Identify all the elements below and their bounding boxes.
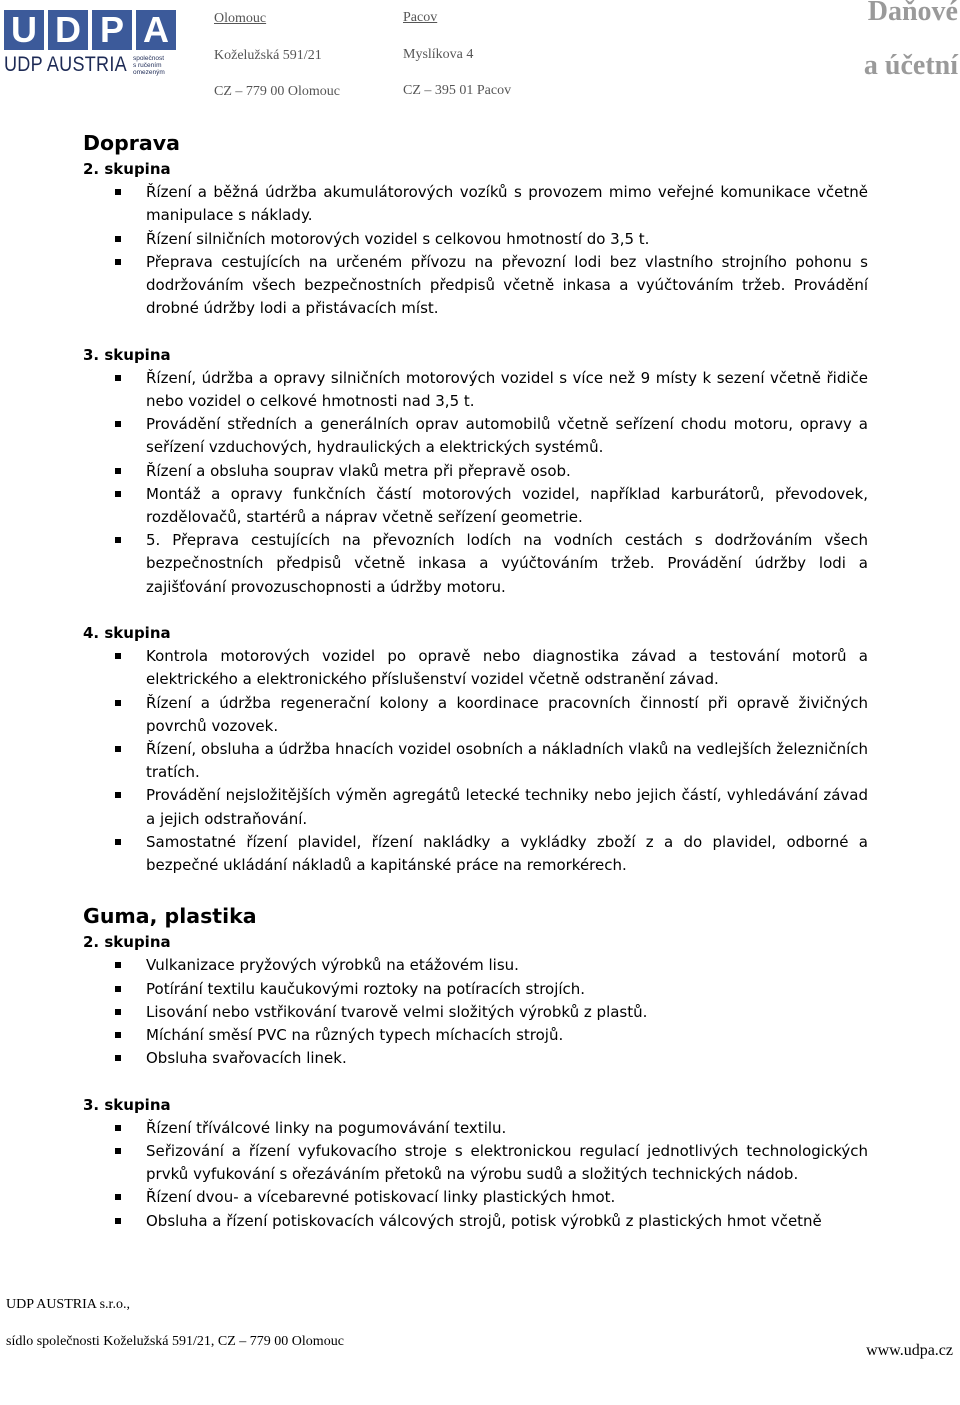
group-doprava-3 bbox=[83, 344, 868, 599]
section-title: Guma, plastika bbox=[83, 904, 257, 929]
document-content bbox=[83, 128, 868, 1233]
office-city: Pacov bbox=[403, 10, 438, 25]
list-item: Montáž a opravy funkčních částí motorových vozidel, například karburátorů, převodovek, rozdělovačů, startérů a náprav včetně seřízení geometrie. bbox=[83, 483, 868, 529]
group-doprava-2 bbox=[83, 158, 868, 320]
list-item: Vulkanizace pryžových výrobků na etážovém lisu. bbox=[83, 954, 868, 977]
logo-letter: P bbox=[92, 10, 132, 50]
list-item: Obsluha a řízení potiskovacích válcových strojů, potisk výrobků z plastických hmot včetně bbox=[83, 1210, 868, 1233]
list-item: Řízení a údržba regenerační kolony a koordinace pracovních činností při opravě živičných povrchů vozovek. bbox=[83, 692, 868, 738]
office-zip: CZ – 779 00 Olomouc bbox=[214, 84, 340, 99]
group-title: 2. skupina bbox=[83, 933, 171, 952]
list-item: Řízení a obsluha souprav vlaků metra při přepravě osob. bbox=[83, 460, 868, 483]
list-item: Řízení tříválcové linky na pogumovávání textilu. bbox=[83, 1117, 868, 1140]
group-guma-3 bbox=[83, 1094, 868, 1233]
list-item: Obsluha svařovacích linek. bbox=[83, 1047, 868, 1070]
list-item: Seřizování a řízení vyfukovacího stroje s elektronickou regulací jednotlivých technologických prvků vyfukování s ořezáváním přetoků na výrobu sudů a složitých technických nádob. bbox=[83, 1140, 868, 1186]
list-item: Potírání textilu kaučukovými roztoky na potíracích strojích. bbox=[83, 978, 868, 1001]
footer-website-link[interactable]: www.udpa.cz bbox=[866, 1342, 953, 1359]
list-item: 5. Přeprava cestujících na převozních lodích na vodních cestách s dodržováním všech bezpečnostních předpisů včetně inkasa a vyúčtováním tržeb. Provádění údržby lodi a zajišťování provozuschopnosti a údržby motoru. bbox=[83, 529, 868, 599]
list-item: Samostatné řízení plavidel, řízení nakládky a vykládky zboží z a do plavidel, odborné a bezpečné ukládání nákladů a kapitánské práce na remorkérech. bbox=[83, 831, 868, 877]
logo-letter: A bbox=[136, 10, 176, 50]
list-item: Přeprava cestujících na určeném přívozu na převozní lodi bez vlastního strojního pohonu s dodržováním všech bezpečnostních předpisů včetně inkasa a vyúčtováním tržeb. Provádění drobné údržby lodi a přistávacích míst. bbox=[83, 251, 868, 321]
logo-letter: U bbox=[4, 10, 44, 50]
list-item: Míchání směsí PVC na různých typech míchacích strojů. bbox=[83, 1024, 868, 1047]
list-item: Řízení, obsluha a údržba hnacích vozidel osobních a nákladních vlaků na vedlejších železničních tratích. bbox=[83, 738, 868, 784]
group-title: 3. skupina bbox=[83, 1095, 171, 1114]
office-street: Koželužská 591/21 bbox=[214, 48, 322, 63]
list-item: Řízení silničních motorových vozidel s celkovou hmotností do 3,5 t. bbox=[83, 228, 868, 251]
office-zip: CZ – 395 01 Pacov bbox=[403, 83, 512, 98]
section-title: Doprava bbox=[83, 131, 180, 155]
list-item: Kontrola motorových vozidel po opravě nebo diagnostika závad a testování motorů a elektrického a elektronického příslušenství vozidel včetně odstranění závad. bbox=[83, 645, 868, 691]
group-title: 2. skupina bbox=[83, 160, 171, 178]
list-item: Řízení, údržba a opravy silničních motorových vozidel s více než 9 místy k sezení včetně řidiče nebo vozidel o celkové hmotnosti nad 3,5 t. bbox=[83, 367, 868, 413]
office-city: Olomouc bbox=[214, 11, 267, 26]
brand-line-1: Daňové bbox=[867, 0, 958, 27]
logo-letter: D bbox=[48, 10, 88, 50]
list-item: Lisování nebo vstřikování tvarově velmi složitých výrobků z plastů. bbox=[83, 1001, 868, 1024]
brand-line-2: a účetní bbox=[863, 50, 958, 81]
list-item: Provádění nejsložitějších výměn agregátů letecké techniky nebo jejich částí, vyhledávání závad a jejich odstraňování. bbox=[83, 784, 868, 830]
logo-letters bbox=[4, 10, 176, 50]
list-item: Řízení dvou- a vícebarevné potiskovací linky plastických hmot. bbox=[83, 1186, 868, 1209]
logo-name: UDP AUSTRIA bbox=[4, 53, 127, 76]
company-logo bbox=[4, 10, 176, 78]
group-title: 3. skupina bbox=[83, 345, 171, 364]
list-item: Provádění středních a generálních oprav automobilů včetně seřízení chodu motoru, opravy a seřízení vzduchových, hydraulických a elektrických systémů. bbox=[83, 413, 868, 459]
logo-tagline: společnost s ručením omezeným bbox=[132, 55, 165, 76]
office-street: Myslíkova 4 bbox=[403, 47, 474, 62]
group-guma-2 bbox=[83, 931, 868, 1070]
group-title: 4. skupina bbox=[83, 624, 171, 643]
group-doprava-4 bbox=[83, 622, 868, 877]
footer-company: UDP AUSTRIA s.r.o., bbox=[6, 1297, 130, 1312]
footer-seat: sídlo společnosti Koželužská 591/21, CZ – 779 00 Olomouc bbox=[6, 1334, 344, 1349]
list-item: Řízení a běžná údržba akumulátorových vozíků s provozem mimo veřejné komunikace včetně manipulace s náklady. bbox=[83, 181, 868, 227]
